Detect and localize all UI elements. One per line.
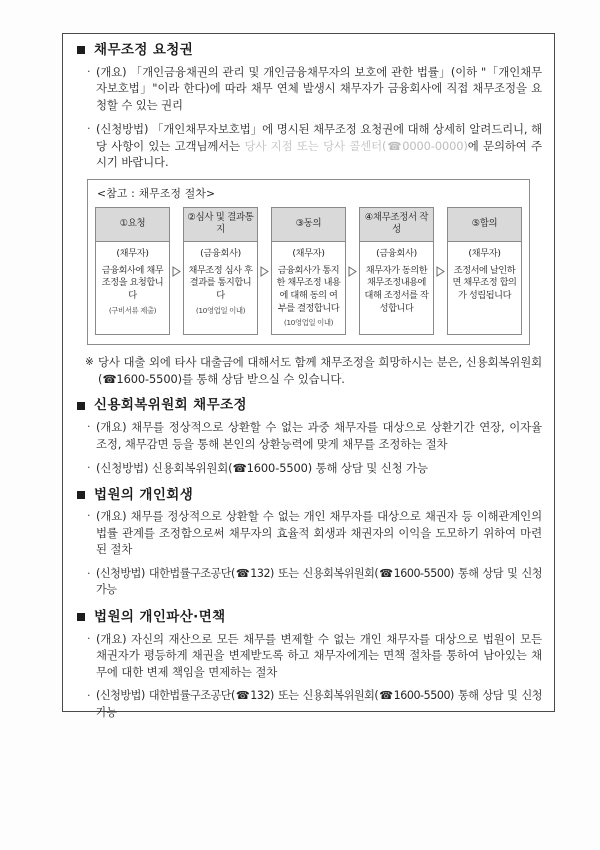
bullet-item-body-tail: 에 문의하여 주시기 바랍니다. <box>96 138 542 170</box>
flow-step-3 <box>271 207 346 335</box>
flow-arrow-icon <box>434 207 447 335</box>
section-court-individual-rehabilitation <box>75 488 542 599</box>
flowchart <box>95 207 522 335</box>
section-court-individual-bankruptcy <box>75 610 542 721</box>
flow-step-description: 채무자가 동의한 채무조정내용에 대해 조정서를 작성합니다 <box>364 264 429 314</box>
dot-bullet-icon: · <box>87 689 91 703</box>
dot-bullet-icon: · <box>87 461 91 475</box>
square-bullet-icon <box>77 402 85 410</box>
bullet-item-body: 신용회복위원회(☎1600-5500) 통해 상담 및 신청 가능 <box>151 461 428 476</box>
section-heading <box>77 398 542 413</box>
bullet-item-label: (신청방법) <box>96 122 149 137</box>
dot-bullet-icon: · <box>87 122 91 136</box>
bullet-item-body: 채무를 정상적으로 상환할 수 없는 개인 채무자를 대상으로 채권자 등 이해관계인의 법률 관계를 조정함으로써 채무자의 효율적 회생과 채권자의 이익을 도모하기 위하여 마련된 절차 <box>96 509 542 557</box>
flow-step-header: ⑤합의 <box>448 208 521 242</box>
flow-step-body <box>96 242 169 334</box>
section-credit-recovery-committee <box>75 398 542 476</box>
dot-bullet-icon: · <box>87 509 91 523</box>
section-heading-text: 신용회복위원회 채무조정 <box>94 397 247 414</box>
flow-step-description: 금융회사가 통지한 채무조정 내용에 대해 동의 여부를 결정합니다 <box>276 264 341 314</box>
bullet-item-label: (신청방법) <box>96 689 145 703</box>
bullet-item <box>87 508 542 558</box>
flow-step-subnote: (구비서류 제출) <box>108 305 157 315</box>
flow-arrow-icon <box>170 207 183 335</box>
flow-step-subnote: (10영업일 이내) <box>195 305 246 315</box>
flow-step-body <box>448 242 521 334</box>
flow-step-header: ④채무조정서 작성 <box>360 208 433 242</box>
bullet-item <box>87 566 542 599</box>
flow-step-actor: (채무자) <box>468 247 501 259</box>
bullet-item-text <box>96 631 542 681</box>
bullet-item-body: 대한법률구조공단(☎132) 또는 신용회복위원회(☎1600-5500) 통해 상담 및 신청 가능 <box>96 566 542 597</box>
flow-step-actor: (금융회사) <box>376 247 417 259</box>
bullet-item-text <box>96 64 542 114</box>
bullet-item-text <box>96 460 542 477</box>
contact-placeholder-text: 당사 지점 또는 당사 콜센터(☎0000-0000) <box>244 138 468 153</box>
flow-step-subnote: (10영업일 이내) <box>283 318 334 328</box>
square-bullet-icon <box>77 46 85 54</box>
bullet-item-body: 채무를 정상적으로 상환할 수 없는 과중 채무자를 대상으로 상환기간 연장, 이자율 조정, 채무감면 등을 통해 본인의 상환능력에 맞게 채무를 조정하는 절차 <box>96 420 542 451</box>
bullet-item-label: (신청방법) <box>96 566 145 580</box>
bullet-item-label: (개요) <box>96 420 127 435</box>
flow-step-body <box>184 242 257 334</box>
reference-box-title: <참고 : 채무조정 절차> <box>97 186 216 200</box>
bullet-item-body: 대한법률구조공단(☎132) 또는 신용회복위원회(☎1600-5500) 통해 상담 및 신청 가능 <box>96 689 542 719</box>
flow-step-header: ③동의 <box>272 208 345 242</box>
section-heading <box>77 488 542 503</box>
bullet-item <box>87 64 542 114</box>
bullet-item <box>87 688 542 721</box>
flow-step-header: ①요청 <box>96 208 169 242</box>
dot-bullet-icon: · <box>87 420 91 434</box>
dot-bullet-icon: · <box>87 64 91 78</box>
content-frame <box>62 33 555 719</box>
bullet-item-text <box>96 121 542 171</box>
bullet-item <box>87 460 542 477</box>
section-heading <box>77 610 542 625</box>
bullet-item <box>87 419 542 452</box>
flow-step-actor: (채무자) <box>292 247 325 259</box>
bullet-item-body: 자신의 재산으로 모든 채무를 변제할 수 없는 개인 채무자를 대상으로 법원이 모든 채권자가 평등하게 채권을 변제받도록 하고 채무자에게는 면책 절차를 통하여 남아있는 채무에 대한 변제 책임을 면제하는 절차 <box>96 631 542 679</box>
flow-step-body <box>360 242 433 334</box>
note-text: 당사 대출 외에 타사 대출금에 대해서도 함께 채무조정을 희망하시는 분은, 신용회복위원회(☎1600-5500)를 통해 상담 받으실 수 있습니다. <box>98 355 542 386</box>
square-bullet-icon <box>77 613 85 621</box>
reference-flowchart-box <box>87 179 530 345</box>
bullet-item-text <box>96 508 542 558</box>
section-heading-text: 법원의 개인파산·면책 <box>94 608 226 625</box>
bullet-item <box>87 121 542 171</box>
bullet-item-label: (개요) <box>96 631 127 646</box>
section-heading-text: 법원의 개인회생 <box>94 486 194 503</box>
flow-step-body <box>272 242 345 334</box>
bullet-item-body: 「개인금융채권의 관리 및 개인금융채무자의 보호에 관한 법률」(이하 "「개인채무자보호법」"이라 한다)에 따라 채무 연체 발생시 채무자가 금융회사에 직접 채무조정을 요청할 수 있는 권리 <box>96 64 542 112</box>
flow-arrow-icon <box>258 207 271 335</box>
note-mark-icon: ※ <box>85 356 94 369</box>
bullet-item <box>87 631 542 681</box>
flow-step-actor: (채무자) <box>116 247 149 259</box>
section-heading-text: 채무조정 요청권 <box>94 42 194 58</box>
flow-step-5 <box>447 207 522 335</box>
flow-step-header: ②심사 및 결과통지 <box>184 208 257 242</box>
note-row <box>85 354 542 387</box>
flow-step-1 <box>95 207 170 335</box>
flow-step-description: 금융회사에 채무조정을 요청합니다 <box>101 264 164 302</box>
bullet-item-label: (개요) <box>96 64 127 79</box>
bullet-item-body: 「개인채무자보호법」에 명시된 채무조정 요청권에 대해 상세히 알려드리니, 해당 사항이 있는 고객님께서는 <box>96 122 542 153</box>
bullet-item-label: (신청방법) <box>96 461 149 476</box>
flow-step-description: 조정서에 날인하면 채무조정 합의가 성립됩니다 <box>452 264 517 302</box>
flow-step-2 <box>183 207 258 335</box>
bullet-item-text <box>96 688 542 721</box>
flow-step-description: 채무조정 심사 후 결과를 통지합니다 <box>188 264 253 302</box>
bullet-item-label: (개요) <box>96 509 127 524</box>
dot-bullet-icon: · <box>87 631 91 645</box>
square-bullet-icon <box>77 491 85 499</box>
bullet-item-text <box>96 566 542 599</box>
flow-step-actor: (금융회사) <box>200 247 241 259</box>
flow-step-4 <box>359 207 434 335</box>
flow-arrow-icon <box>346 207 359 335</box>
dot-bullet-icon: · <box>87 566 91 580</box>
section-heading <box>77 43 542 58</box>
bullet-item-text <box>96 419 542 452</box>
section-debt-adjustment-request-right <box>75 43 542 387</box>
